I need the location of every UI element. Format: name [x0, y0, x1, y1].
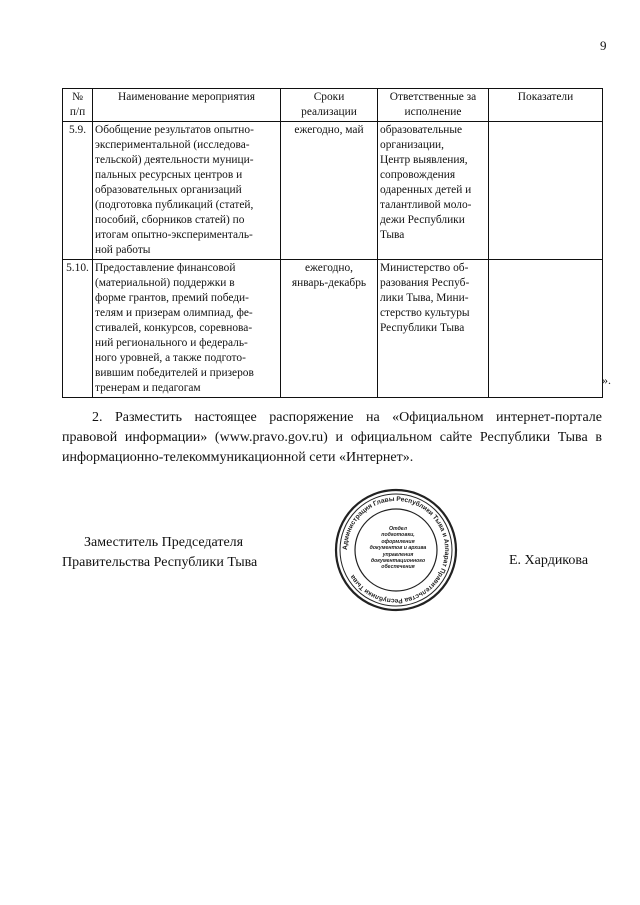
table-row: [63, 122, 603, 260]
header-indicators: Показатели: [489, 89, 603, 122]
events-table: [62, 88, 603, 398]
table-row: [63, 260, 603, 398]
row-number: 5.9.: [63, 122, 93, 260]
row-number: 5.10.: [63, 260, 93, 398]
event-indicators: [489, 260, 603, 398]
event-indicators: [489, 122, 603, 260]
page-number: 9: [600, 38, 607, 53]
paragraph-line: 2. Разместить настоящее распоряжение на «Официальном интернет-портале: [92, 410, 602, 425]
event-period: ежегодно, май: [281, 122, 378, 260]
header-num: № п/п: [63, 89, 93, 122]
seal-center-text: Отдел подготовки, оформления документов и архива управления документационного обеспечения: [369, 526, 427, 571]
header-name: Наименование мероприятия: [93, 89, 281, 122]
event-responsible: Министерство об- разования Респуб- лики Тыва, Мини- стерство культуры Республики Тыва: [378, 260, 489, 398]
signer-title: Заместитель Председателя Правительства Республики Тыва: [62, 535, 258, 570]
header-period: Сроки реализации: [281, 89, 378, 122]
seal-ring-text: Администрация Главы Республики Тыва и Аппарат Правительства Республики Тыва: [341, 495, 451, 605]
publication-paragraph: [62, 408, 602, 468]
event-period: ежегодно, январь-декабрь: [281, 260, 378, 398]
event-name: Предоставление финансовой (материальной) поддержки в форме грантов, премий победи- телям и призерам олимпиад, фе- стивалей, конкурсов, соревнова- ний регионального и федераль- ного уровней, а также подгото- вившим победителей и призеров тренерам и педагогам: [93, 260, 281, 398]
signer-name: Е. Хардикова: [509, 553, 589, 568]
paragraph-line: правовой информации» (www.pravo.gov.ru) и официальном сайте Республики Тыва в: [62, 430, 602, 445]
table-header-row: [63, 89, 603, 122]
paragraph-line: информационно-телекоммуникационной сети «Интернет».: [62, 450, 414, 465]
header-responsible: Ответственные за исполнение: [378, 89, 489, 122]
table-closing-quote: ».: [602, 373, 611, 387]
event-responsible: образовательные организации, Центр выявления, сопровождения одаренных детей и талантливой моло- дежи Республики Тыва: [378, 122, 489, 260]
event-name: Обобщение результатов опытно- экспериментальной (исследова- тельской) деятельности муници- пальных ресурсных центров и образовательных организаций (подготовка публикаций (статей, пособий, сборников статей) по итогам опытно-эксперименталь- ной работы: [93, 122, 281, 260]
